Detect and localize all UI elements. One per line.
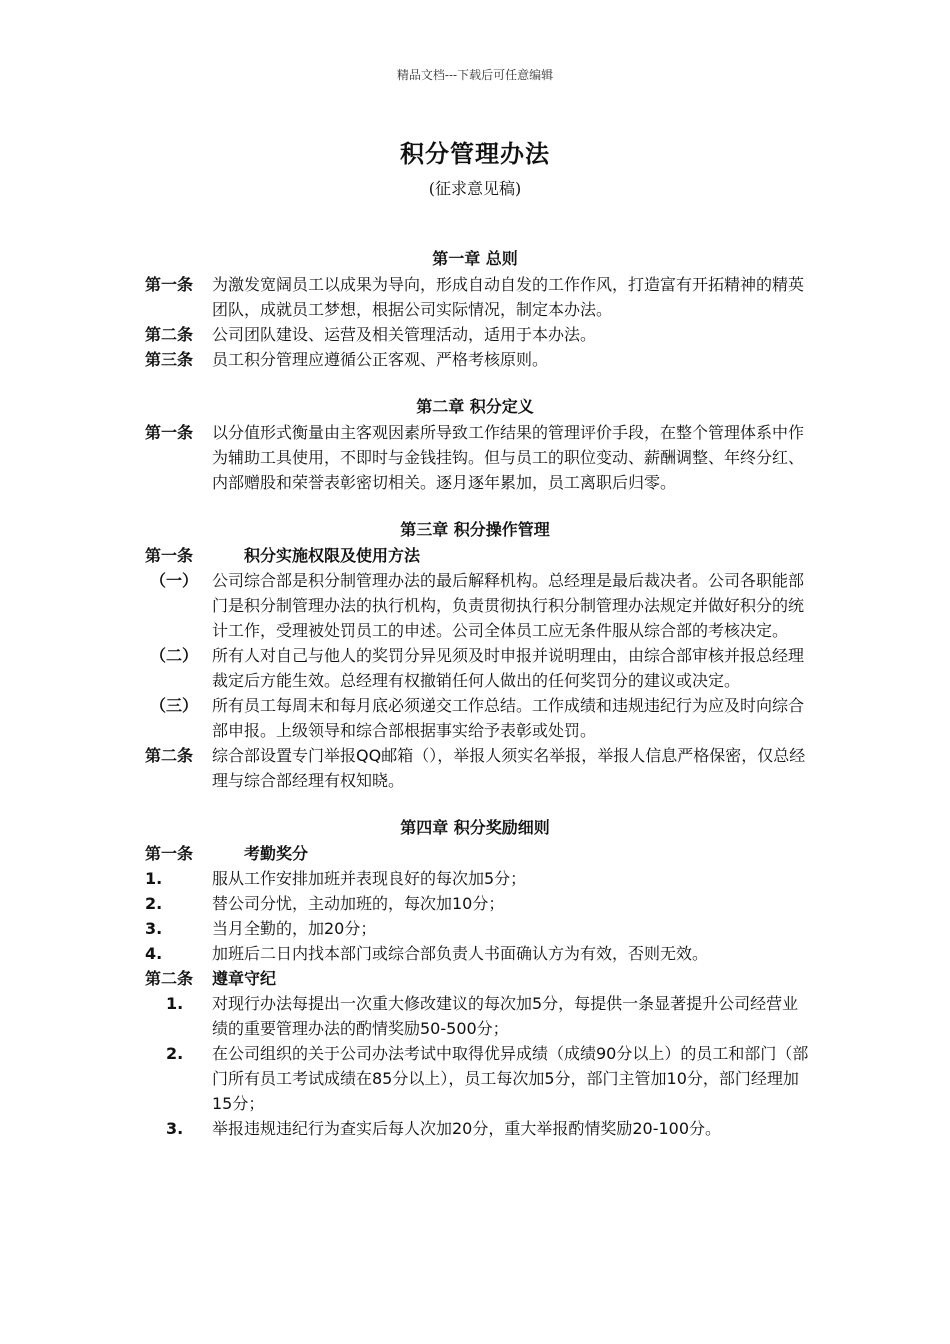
list-number: 2. bbox=[145, 894, 163, 913]
article-label: 第二条 bbox=[145, 325, 194, 344]
article-title: 考勤奖分 bbox=[244, 844, 309, 863]
article-text: 为激发宽阔员工以成果为导向，形成自动自发的工作作风，打造富有开拓精神的精英团队，成就员工梦想，根据公司实际情况，制定本办法。 bbox=[212, 275, 805, 319]
chapter-2-heading: 第二章 积分定义 bbox=[416, 397, 534, 416]
chapter-1-article-2 bbox=[0, 322, 950, 347]
article-label: 第三条 bbox=[145, 350, 194, 369]
list-text: 对现行办法每提出一次重大修改建议的每次加5分，每提供一条显著提升公司经营业绩的重要管理办法的酌情奖励50-500分； bbox=[212, 994, 799, 1038]
list-number: 3. bbox=[145, 919, 163, 938]
list-text: 加班后二日内找本部门或综合部负责人书面确认方为有效，否则无效。 bbox=[212, 944, 709, 963]
item-label: （二） bbox=[150, 646, 199, 665]
list-number: 1. bbox=[145, 869, 163, 888]
article-label: 第二条 bbox=[145, 746, 194, 765]
chapter-4-heading: 第四章 积分奖励细则 bbox=[400, 818, 550, 837]
chapter-3-article-1-heading bbox=[0, 543, 950, 568]
chapter-1-article-3 bbox=[0, 347, 950, 372]
list-item bbox=[0, 1116, 950, 1141]
chapter-2-article-1 bbox=[0, 420, 950, 495]
chapter-3-item-1 bbox=[0, 568, 950, 643]
chapter-3-article-2 bbox=[0, 743, 950, 793]
article-label: 第一条 bbox=[145, 423, 194, 442]
chapter-3-heading: 第三章 积分操作管理 bbox=[400, 520, 550, 539]
chapter-3-item-3 bbox=[0, 693, 950, 743]
list-item bbox=[0, 941, 950, 966]
document-body bbox=[0, 246, 950, 1141]
item-text: 公司综合部是积分制管理办法的最后解释机构。总经理是最后裁决者。公司各职能部门是积分制管理办法的执行机构，负责贯彻执行积分制管理办法规定并做好积分的统计工作，受理被处罚员工的申述。公司全体员工应无条件服从综合部的考核决定。 bbox=[212, 571, 805, 640]
article-label: 第一条 bbox=[145, 275, 194, 294]
list-item bbox=[0, 916, 950, 941]
chapter-4-article-1-heading bbox=[0, 841, 950, 866]
list-number: 3. bbox=[166, 1119, 184, 1138]
chapter-4-article-2-heading bbox=[0, 966, 950, 991]
list-item bbox=[0, 991, 950, 1041]
article-label: 第一条 bbox=[145, 546, 194, 565]
list-number: 4. bbox=[145, 944, 163, 963]
article-text: 综合部设置专门举报QQ邮箱（），举报人须实名举报，举报人信息严格保密，仅总经理与综合部经理有权知晓。 bbox=[212, 746, 806, 790]
header-note: 精品文档---下载后可任意编辑 bbox=[396, 68, 554, 82]
list-item bbox=[0, 891, 950, 916]
list-text: 当月全勤的，加20分； bbox=[212, 919, 377, 938]
list-item bbox=[0, 1041, 950, 1116]
chapter-3-item-2 bbox=[0, 643, 950, 693]
article-label: 第二条 bbox=[145, 969, 194, 988]
list-number: 2. bbox=[166, 1044, 184, 1063]
list-text: 服从工作安排加班并表现良好的每次加5分； bbox=[212, 869, 527, 888]
article-text: 以分值形式衡量由主客观因素所导致工作结果的管理评价手段，在整个管理体系中作为辅助工具使用，不即时与金钱挂钩。但与员工的职位变动、薪酬调整、年终分红、内部赠股和荣誉表彰密切相关。逐月逐年累加，员工离职后归零。 bbox=[212, 423, 805, 492]
article-title: 遵章守纪 bbox=[212, 969, 277, 988]
list-item bbox=[0, 866, 950, 891]
list-text: 在公司组织的关于公司办法考试中取得优异成绩（成绩90分以上）的员工和部门（部门所有员工考试成绩在85分以上），员工每次加5分，部门主管加10分，部门经理加15分； bbox=[212, 1044, 809, 1113]
article-text: 公司团队建设、运营及相关管理活动，适用于本办法。 bbox=[212, 325, 597, 344]
chapter-1-heading: 第一章 总则 bbox=[432, 249, 518, 268]
article-label: 第一条 bbox=[145, 844, 194, 863]
chapter-1-article-1 bbox=[0, 272, 950, 322]
document-subtitle: (征求意见稿) bbox=[428, 179, 522, 198]
item-label: （三） bbox=[150, 696, 199, 715]
list-text: 举报违规违纪行为查实后每人次加20分，重大举报酌情奖励20-100分。 bbox=[212, 1119, 722, 1138]
list-number: 1. bbox=[166, 994, 184, 1013]
item-text: 所有员工每周末和每月底必须递交工作总结。工作成绩和违规违纪行为应及时向综合部申报。上级领导和综合部根据事实给予表彰或处罚。 bbox=[212, 696, 805, 740]
item-label: （一） bbox=[150, 571, 199, 590]
article-title: 积分实施权限及使用方法 bbox=[244, 546, 421, 565]
document-title: 积分管理办法 bbox=[400, 139, 550, 168]
article-text: 员工积分管理应遵循公正客观、严格考核原则。 bbox=[212, 350, 549, 369]
item-text: 所有人对自己与他人的奖罚分异见须及时申报并说明理由，由综合部审核并报总经理裁定后方能生效。总经理有权撤销任何人做出的任何奖罚分的建议或决定。 bbox=[212, 646, 805, 690]
list-text: 替公司分忧，主动加班的，每次加10分； bbox=[212, 894, 505, 913]
